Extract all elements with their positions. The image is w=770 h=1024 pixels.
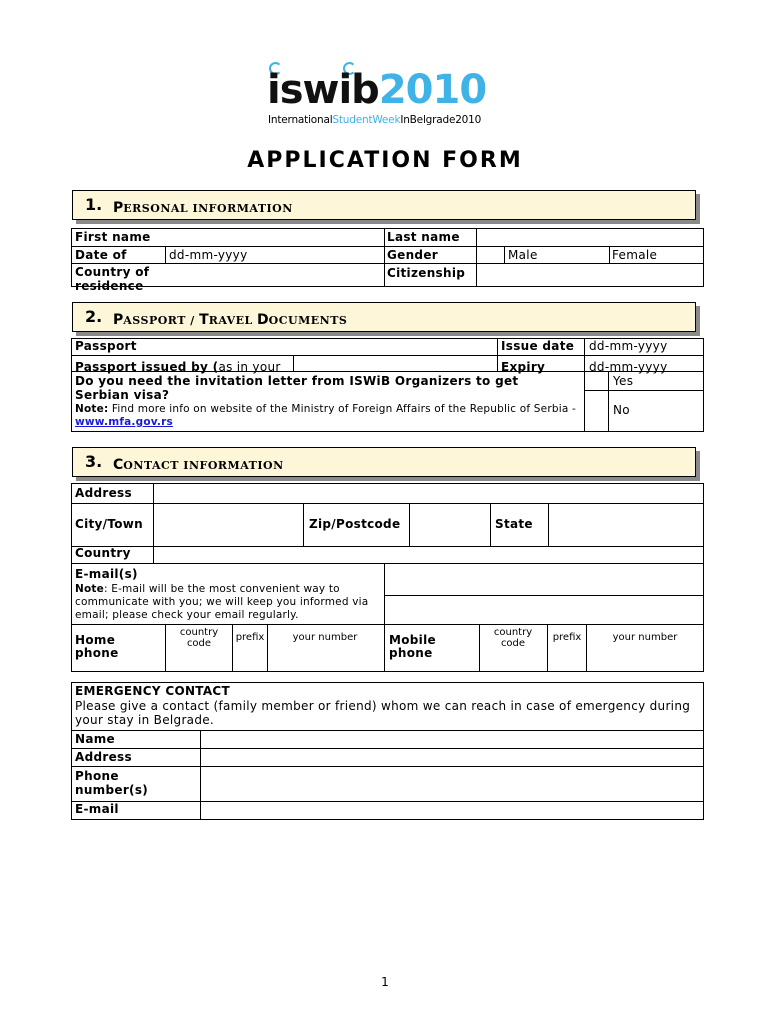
emergency-phone-label: Phone number(s) bbox=[75, 769, 149, 797]
issue-date-field[interactable]: dd-mm-yyyy bbox=[589, 339, 668, 353]
gender-male-option[interactable]: Male bbox=[508, 248, 538, 262]
visa-note: Note: Find more info on website of the Ministry of Foreign Affairs of the Republic of Serbia - www.mfa.gov.rs bbox=[75, 403, 576, 428]
emergency-address-label: Address bbox=[75, 750, 132, 764]
section-passport-header: 2. PASSPORT / TRAVEL DOCUMENTS bbox=[72, 302, 696, 332]
section-contact-header: 3. CONTACT INFORMATION bbox=[72, 447, 696, 477]
home-prefix[interactable]: prefix bbox=[235, 632, 265, 643]
emergency-name-label: Name bbox=[75, 732, 115, 746]
logo-tagline: InternationalStudentWeekInBelgrade2010 bbox=[268, 114, 482, 126]
expiry-label: Expiry bbox=[501, 360, 546, 374]
logo-wordmark: iswib2010 bbox=[267, 67, 487, 113]
mfa-link[interactable]: www.mfa.gov.rs bbox=[75, 416, 173, 428]
date-of-birth-field[interactable]: dd-mm-yyyy bbox=[169, 248, 248, 262]
contact-table bbox=[71, 483, 704, 672]
iswib-logo bbox=[265, 62, 510, 132]
issue-date-label: Issue date bbox=[501, 339, 575, 353]
emergency-title: EMERGENCY CONTACT bbox=[75, 684, 231, 698]
emergency-table bbox=[71, 682, 704, 820]
expiry-field[interactable]: dd-mm-yyyy bbox=[589, 360, 668, 374]
mobile-country-code[interactable]: country code bbox=[493, 627, 533, 649]
passport-table: Passport Issue date dd-mm-yyyy Passport issued by (as in your Expiry dd-mm-yyyy Do you need the invitation letter from ISWiB Organizers to get Serbian visa? Note: Find more info on website of the Ministry of Foreign Affairs of the Republic of Serbia - www.mfa.gov.rs Yes No bbox=[71, 338, 704, 432]
home-country-code[interactable]: country code bbox=[179, 627, 219, 649]
page-title: APPLICATION FORM bbox=[247, 148, 523, 173]
personal-info-table bbox=[71, 228, 704, 293]
email-label: E-mail(s) bbox=[75, 567, 138, 581]
emergency-description: Please give a contact (family member or friend) whom we can reach in case of emergency during your stay in Belgrade. bbox=[75, 699, 691, 727]
country-label: Country bbox=[75, 546, 131, 560]
home-number[interactable]: your number bbox=[292, 632, 358, 643]
date-of-birth-label: Date of bbox=[75, 248, 127, 262]
citizenship-label: Citizenship bbox=[387, 266, 466, 280]
mobile-phone-label: Mobile phone bbox=[389, 633, 436, 660]
visa-yes-option[interactable]: Yes bbox=[613, 374, 634, 388]
zip-label: Zip/Postcode bbox=[309, 517, 401, 531]
last-name-label: Last name bbox=[387, 230, 460, 244]
emergency-email-label: E-mail bbox=[75, 802, 119, 816]
city-label: City/Town bbox=[75, 517, 144, 531]
country-of-residence-label: Country of residence bbox=[75, 265, 150, 293]
state-label: State bbox=[495, 517, 533, 531]
passport-issued-by-label: Passport issued by ( bbox=[75, 360, 219, 374]
visa-question: Do you need the invitation letter from ISWiB Organizers to get Serbian visa? bbox=[75, 374, 519, 402]
gender-label: Gender bbox=[387, 248, 438, 262]
mobile-prefix[interactable]: prefix bbox=[552, 632, 582, 643]
mobile-number[interactable]: your number bbox=[612, 632, 678, 643]
passport-label: Passport bbox=[75, 339, 137, 353]
email-note: Note: E-mail will be the most convenient way to communicate with you; we will keep you informed via email; please check your email regularly. bbox=[75, 583, 369, 621]
home-phone-label: Home phone bbox=[75, 633, 119, 660]
visa-no-option[interactable]: No bbox=[613, 403, 630, 417]
gender-female-option[interactable]: Female bbox=[612, 248, 658, 262]
first-name-label: First name bbox=[75, 230, 151, 244]
address-label: Address bbox=[75, 486, 132, 500]
page-number: 1 bbox=[381, 975, 389, 989]
section-personal-header: 1. PERSONAL INFORMATION bbox=[72, 190, 696, 220]
